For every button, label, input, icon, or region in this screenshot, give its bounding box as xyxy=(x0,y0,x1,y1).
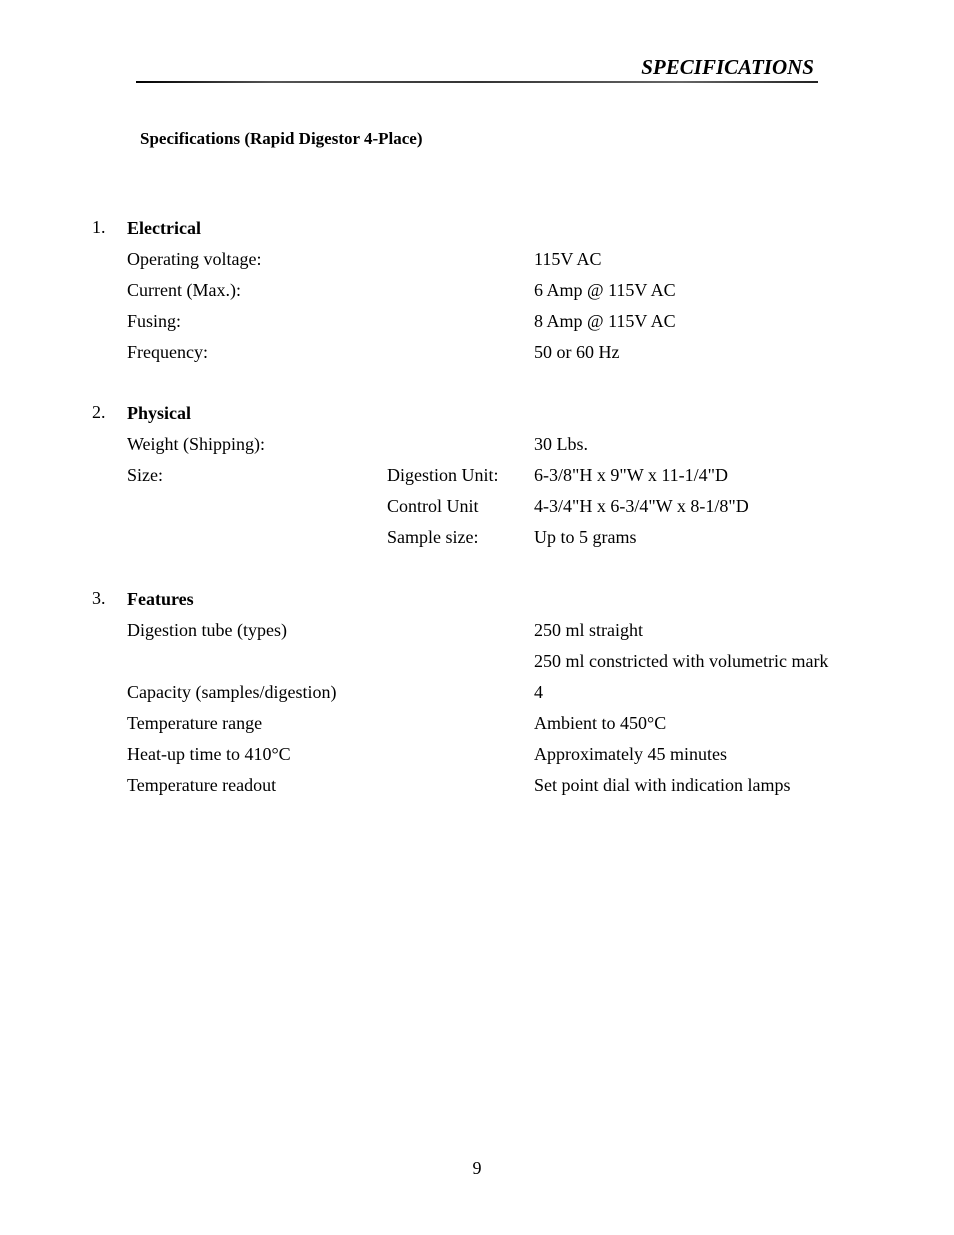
spec-value: Up to 5 grams xyxy=(534,527,637,547)
spec-sublabel: Sample size: xyxy=(387,527,479,547)
section-title: Electrical xyxy=(127,218,201,238)
spec-value: Ambient to 450°C xyxy=(534,713,667,733)
spec-label: Current (Max.): xyxy=(127,280,241,300)
section-title: Features xyxy=(127,589,194,609)
page-header-title: SPECIFICATIONS xyxy=(641,55,814,79)
spec-label: Capacity (samples/digestion) xyxy=(127,682,337,702)
spec-value: 6-3/8"H x 9"W x 11-1/4"D xyxy=(534,465,729,485)
section-title: Physical xyxy=(127,403,192,423)
spec-value: 250 ml straight xyxy=(534,620,643,640)
spec-label: Size: xyxy=(127,465,163,485)
spec-value: 115V AC xyxy=(534,249,602,269)
spec-label: Digestion tube (types) xyxy=(127,620,287,640)
spec-value: Set point dial with indication lamps xyxy=(534,775,791,795)
spec-value: 50 or 60 Hz xyxy=(534,342,620,362)
page-number: 9 xyxy=(472,1158,482,1178)
spec-label: Temperature readout xyxy=(127,775,277,795)
spec-value: 250 ml constricted with volumetric mark xyxy=(534,651,829,671)
document-subtitle: Specifications (Rapid Digestor 4-Place) xyxy=(140,129,423,148)
spec-label: Temperature range xyxy=(127,713,263,733)
section-number: 3. xyxy=(92,588,106,608)
spec-value: 30 Lbs. xyxy=(534,434,588,454)
spec-value: Approximately 45 minutes xyxy=(534,744,727,764)
spec-label: Heat-up time to 410°C xyxy=(127,744,291,764)
spec-label: Weight (Shipping): xyxy=(127,434,266,454)
spec-label: Frequency: xyxy=(127,342,208,362)
spec-label: Operating voltage: xyxy=(127,249,262,269)
section-number: 1. xyxy=(92,217,106,237)
spec-value: 8 Amp @ 115V AC xyxy=(534,311,676,331)
spec-sublabel: Control Unit xyxy=(387,496,479,516)
spec-value: 4-3/4"H x 6-3/4"W x 8-1/8"D xyxy=(534,496,749,516)
spec-sublabel: Digestion Unit: xyxy=(387,465,499,485)
spec-label: Fusing: xyxy=(127,311,182,331)
spec-value: 4 xyxy=(534,682,543,702)
spec-value: 6 Amp @ 115V AC xyxy=(534,280,676,300)
section-number: 2. xyxy=(92,402,106,422)
header-rule xyxy=(136,81,818,83)
